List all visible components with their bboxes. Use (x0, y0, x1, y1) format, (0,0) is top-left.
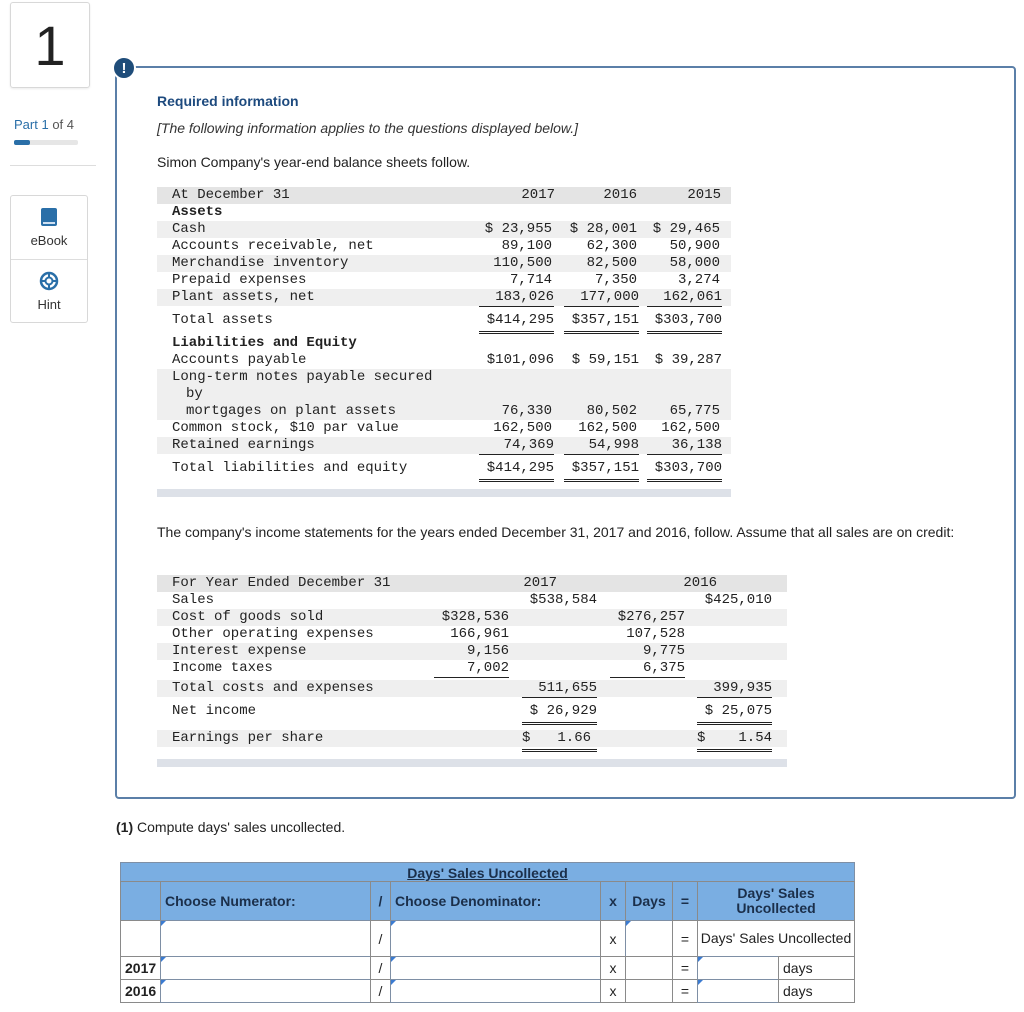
table-row (157, 221, 731, 238)
numerator-input[interactable] (160, 979, 371, 1003)
table-row (157, 609, 787, 626)
bs-header-row (157, 187, 731, 204)
divide-header: / (370, 881, 391, 921)
numerator-select[interactable] (160, 920, 371, 957)
row-label: Accounts receivable, net (172, 238, 374, 254)
bs-liab-heading (157, 335, 731, 352)
cell-value: 80,502 (586, 403, 637, 419)
ebook-button[interactable] (11, 196, 87, 259)
income-statement-intro: The company's income statements for the years ended December 31, 2017 and 2016, follow. Assume that all sales are on credit: (157, 524, 955, 540)
cell-value: 107,528 (626, 626, 685, 642)
cell-value: $ 26,929 (522, 703, 597, 725)
row-label: Other operating expenses (172, 626, 374, 642)
table-row (157, 680, 787, 697)
numerator-input[interactable] (160, 956, 371, 980)
row-label: Net income (172, 703, 257, 719)
cell-value: $101,096 (486, 352, 554, 368)
cell-value: $ 25,075 (697, 703, 772, 725)
required-info-title: Required information (157, 93, 299, 109)
row-label: Total assets (172, 312, 273, 328)
result-header: Days' Sales Uncollected (697, 881, 855, 921)
cell-value: 3,274 (677, 272, 720, 288)
times-sign: x (600, 956, 626, 980)
spacer (157, 720, 787, 730)
tools-panel (10, 195, 88, 323)
cell-value: 162,500 (493, 420, 552, 436)
grid-title-text: Days' Sales Uncollected (407, 865, 568, 881)
row-label: Plant assets, net (172, 289, 315, 305)
table-row (157, 289, 731, 306)
cell-value (697, 730, 772, 752)
cell-value: $ 39,287 (654, 352, 722, 368)
table-row (157, 643, 787, 660)
days-cell (625, 956, 673, 980)
row-label: Cash (172, 221, 206, 237)
eps-dollar: $ (697, 730, 706, 746)
table-row (157, 592, 787, 609)
row-label: Accounts payable (172, 352, 307, 368)
is-header-label: For Year Ended December 31 (172, 575, 391, 591)
part-label: Part (14, 117, 38, 132)
result-input[interactable] (697, 956, 779, 980)
row-label: Interest expense (172, 643, 307, 659)
is-header-row (157, 575, 787, 592)
equals-sign: = (672, 920, 698, 957)
result-input[interactable] (697, 979, 779, 1003)
days-input[interactable] (625, 920, 673, 957)
part-indicator (14, 117, 74, 132)
cell-value: 166,961 (450, 626, 509, 642)
cell-value: 183,026 (479, 289, 554, 307)
table-row (157, 312, 731, 329)
cell-value: $414,295 (479, 312, 554, 334)
question-prefix: (1) (116, 819, 134, 835)
cell-value: 62,300 (586, 238, 637, 254)
table-row (157, 460, 731, 477)
cell-value: 36,138 (647, 437, 722, 455)
grid-title (120, 862, 855, 882)
part-current: 1 (41, 117, 49, 132)
denominator-header: Choose Denominator: (390, 881, 601, 921)
cell-value: $ 29,465 (652, 221, 720, 237)
cell-value: 9,156 (466, 643, 509, 659)
eps-value: 1.54 (738, 730, 772, 746)
required-info-note: [The following information applies to the questions displayed below.] (157, 120, 579, 136)
hint-label: Hint (37, 296, 61, 312)
cell-value: 511,655 (522, 680, 597, 698)
divide-sign: / (370, 920, 391, 957)
denominator-input[interactable] (390, 956, 601, 980)
liabilities-heading: Liabilities and Equity (172, 335, 357, 351)
denominator-select[interactable] (390, 920, 601, 957)
cell-value: $414,295 (479, 460, 554, 482)
lifebuoy-icon (39, 271, 59, 291)
row-label: Total liabilities and equity (172, 460, 408, 476)
hint-button[interactable] (11, 259, 87, 322)
bs-assets-heading (157, 204, 731, 221)
row-label: Earnings per share (172, 730, 324, 746)
bs-header-label: At December 31 (172, 187, 290, 203)
table-row (157, 272, 731, 289)
cell-value: $357,151 (564, 312, 639, 334)
row-label: Retained earnings (172, 437, 315, 453)
table-footer-bar (157, 489, 731, 497)
question-prompt (116, 819, 345, 835)
bs-year: 2017 (521, 187, 555, 203)
row-label: by (186, 386, 203, 402)
cell-value: $328,536 (441, 609, 509, 625)
cell-value: 399,935 (697, 680, 772, 698)
equals-sign: = (672, 979, 698, 1003)
row-label: mortgages on plant assets (186, 403, 397, 419)
cell-value: 9,775 (642, 643, 685, 659)
times-sign: x (600, 920, 626, 957)
cell-value: 7,714 (509, 272, 552, 288)
cell-value: 58,000 (669, 255, 720, 271)
row-label: Merchandise inventory (172, 255, 349, 271)
question-number: 1 (10, 2, 90, 88)
income-statement-table (157, 575, 787, 767)
table-row (157, 730, 787, 747)
equals-header: = (672, 881, 698, 921)
cell-value: 89,100 (501, 238, 552, 254)
days-unit: days (778, 979, 855, 1003)
table-row (157, 238, 731, 255)
cell-value: 65,775 (669, 403, 720, 419)
days-header: Days (625, 881, 673, 921)
times-header: x (600, 881, 626, 921)
table-row (157, 660, 787, 677)
balance-sheet-table (157, 187, 731, 497)
table-row (157, 255, 731, 272)
cell-value: $ 23,955 (484, 221, 552, 237)
part-total: of 4 (52, 117, 75, 132)
result-label: Days' Sales Uncollected (697, 920, 855, 957)
table-row (157, 703, 787, 720)
table-row (157, 437, 731, 454)
numerator-header: Choose Numerator: (160, 881, 371, 921)
is-year: 2017 (523, 575, 557, 591)
denominator-input[interactable] (390, 979, 601, 1003)
table-footer-bar (157, 759, 787, 767)
row-label: Prepaid expenses (172, 272, 307, 288)
question-text: Compute days' sales uncollected. (137, 819, 346, 835)
cell-value: 82,500 (586, 255, 637, 271)
part-progress-fill (14, 140, 30, 145)
bs-year: 2015 (687, 187, 721, 203)
cell-value: 74,369 (479, 437, 554, 455)
cell-value: 7,002 (434, 660, 509, 678)
cell-value: $425,010 (704, 592, 772, 608)
divider (10, 165, 96, 166)
table-row (157, 403, 731, 420)
row-label: Cost of goods sold (172, 609, 324, 625)
cell-value: $538,584 (529, 592, 597, 608)
is-year: 2016 (683, 575, 717, 591)
cell-value: $303,700 (647, 460, 722, 482)
cell-value: $ 59,151 (571, 352, 639, 368)
eps-value: 1.66 (557, 730, 591, 746)
cell-value (522, 730, 597, 752)
cell-value: $357,151 (564, 460, 639, 482)
times-sign: x (600, 979, 626, 1003)
cell-value: 54,998 (564, 437, 639, 455)
grid-year-cell: 2017 (120, 956, 161, 980)
table-row (157, 386, 731, 403)
table-row (157, 369, 731, 386)
row-label: Total costs and expenses (172, 680, 374, 696)
grid-year-cell: 2016 (120, 979, 161, 1003)
days-cell (625, 979, 673, 1003)
cell-value: 76,330 (501, 403, 552, 419)
days-unit: days (778, 956, 855, 980)
equals-sign: = (672, 956, 698, 980)
bs-year: 2016 (603, 187, 637, 203)
divide-sign: / (370, 956, 391, 980)
eps-dollar: $ (522, 730, 531, 746)
book-icon (40, 207, 58, 227)
table-row (157, 352, 731, 369)
table-row (157, 420, 731, 437)
divide-sign: / (370, 979, 391, 1003)
cell-value: 50,900 (669, 238, 720, 254)
cell-value: $276,257 (617, 609, 685, 625)
cell-value: 7,350 (594, 272, 637, 288)
row-label: Common stock, $10 par value (172, 420, 399, 436)
row-label: Long-term notes payable secured (172, 369, 433, 385)
part-progress-bar (14, 140, 78, 145)
cell-value: $ 28,001 (569, 221, 637, 237)
cell-value: 110,500 (493, 255, 552, 271)
cell-value: 177,000 (564, 289, 639, 307)
cell-value: 162,500 (661, 420, 720, 436)
grid-year-cell (120, 920, 161, 957)
cell-value: 162,500 (578, 420, 637, 436)
alert-icon: ! (112, 56, 136, 80)
table-row (157, 626, 787, 643)
balance-sheet-intro: Simon Company's year-end balance sheets follow. (157, 154, 471, 170)
assets-heading: Assets (172, 204, 223, 220)
ebook-label: eBook (30, 233, 68, 248)
cell-value: 162,061 (647, 289, 722, 307)
cell-value: $303,700 (647, 312, 722, 334)
row-label: Sales (172, 592, 215, 608)
row-label: Income taxes (172, 660, 273, 676)
grid-header-year (120, 881, 161, 921)
cell-value: 6,375 (610, 660, 685, 678)
